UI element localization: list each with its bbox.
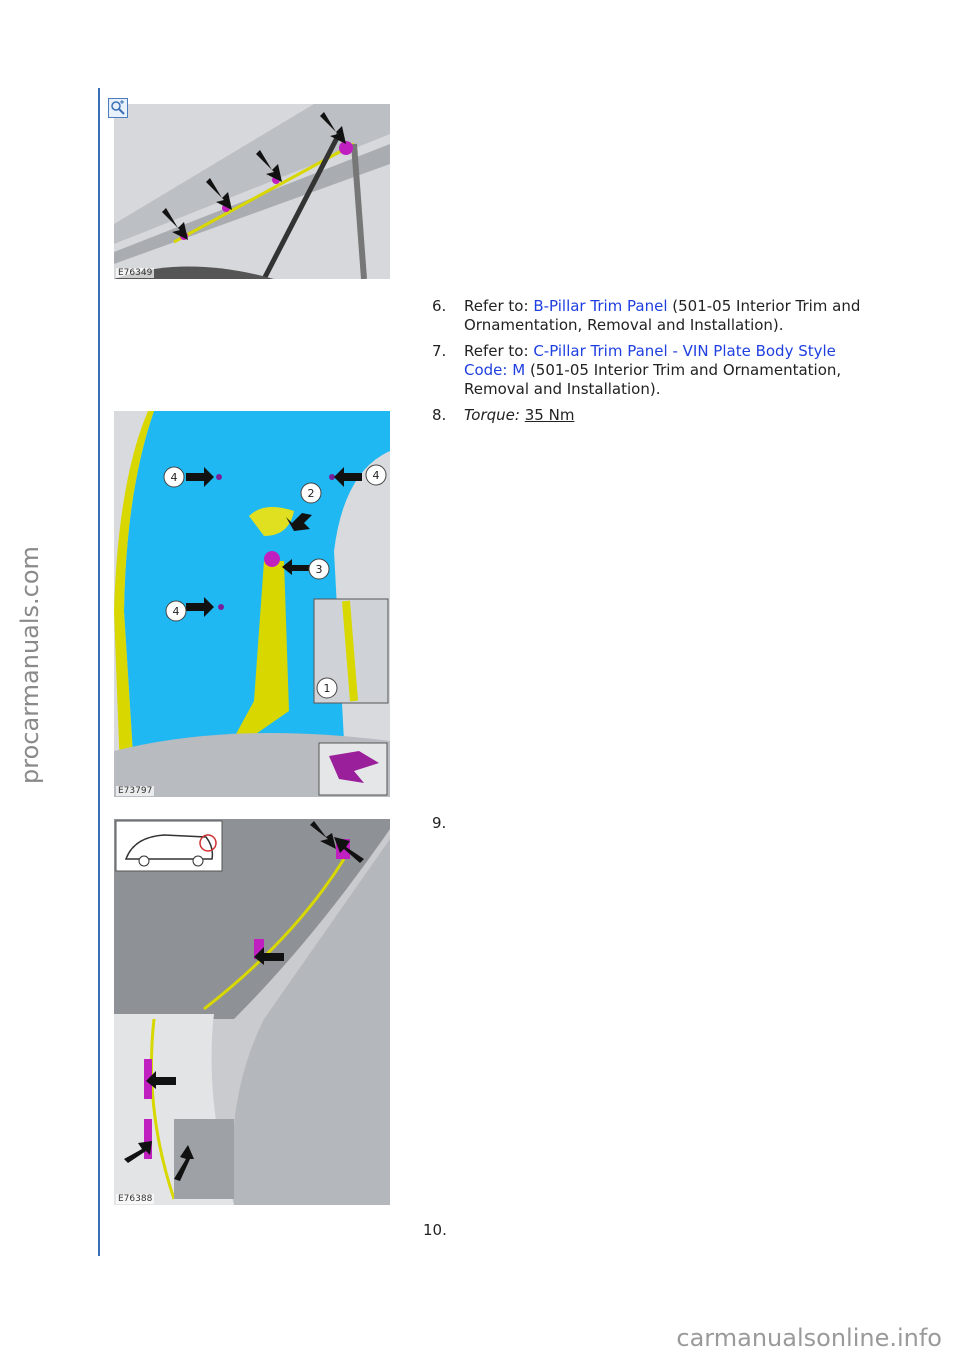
b-pillar-illustration [114,411,390,797]
side-watermark-text: procarmanuals.com [16,546,44,784]
callout-1: 1 [323,682,331,695]
figure-id: E76349 [118,268,153,278]
step-number: 7. [432,342,447,360]
callout-4-left-top: 4 [170,471,178,484]
figure-c-pillar-harness[interactable] [114,819,390,1205]
roof-rail-illustration [114,104,390,279]
figure-b-pillar[interactable] [114,411,390,797]
step-number: 6. [432,297,447,315]
torque-value[interactable]: 35 Nm [524,406,575,424]
c-pillar-illustration [114,819,390,1205]
side-watermark [12,546,48,784]
zoom-in-icon[interactable] [108,98,128,118]
footer-watermark: carmanualsonline.info [676,1324,942,1352]
step-text: Refer to: [464,342,534,360]
step-number: 10. [423,1221,447,1239]
figure-id: E73797 [118,786,153,796]
figure-id: E76388 [118,1194,153,1204]
callout-4-right-top: 4 [372,469,380,482]
step-number: 8. [432,406,447,424]
step-text: Refer to: [464,297,534,315]
link-c-pillar-trim-panel[interactable]: C-Pillar Trim Panel - VIN Plate Body Style Code: M [464,342,836,379]
torque-label: Torque: [464,406,520,424]
step-text: (501-05 Interior Trim and Ornamentation, Removal and Installation). [464,297,861,334]
step-number: 9. [432,814,447,832]
figure-roof-rail[interactable] [114,104,390,279]
callout-4-left-mid: 4 [172,605,180,618]
callout-2: 2 [307,487,315,500]
section-rule [98,88,100,1256]
step-text: (501-05 Interior Trim and Ornamentation, Removal and Installation). [464,361,842,398]
link-b-pillar-trim-panel[interactable]: B-Pillar Trim Panel [533,297,668,315]
callout-3: 3 [315,563,323,576]
